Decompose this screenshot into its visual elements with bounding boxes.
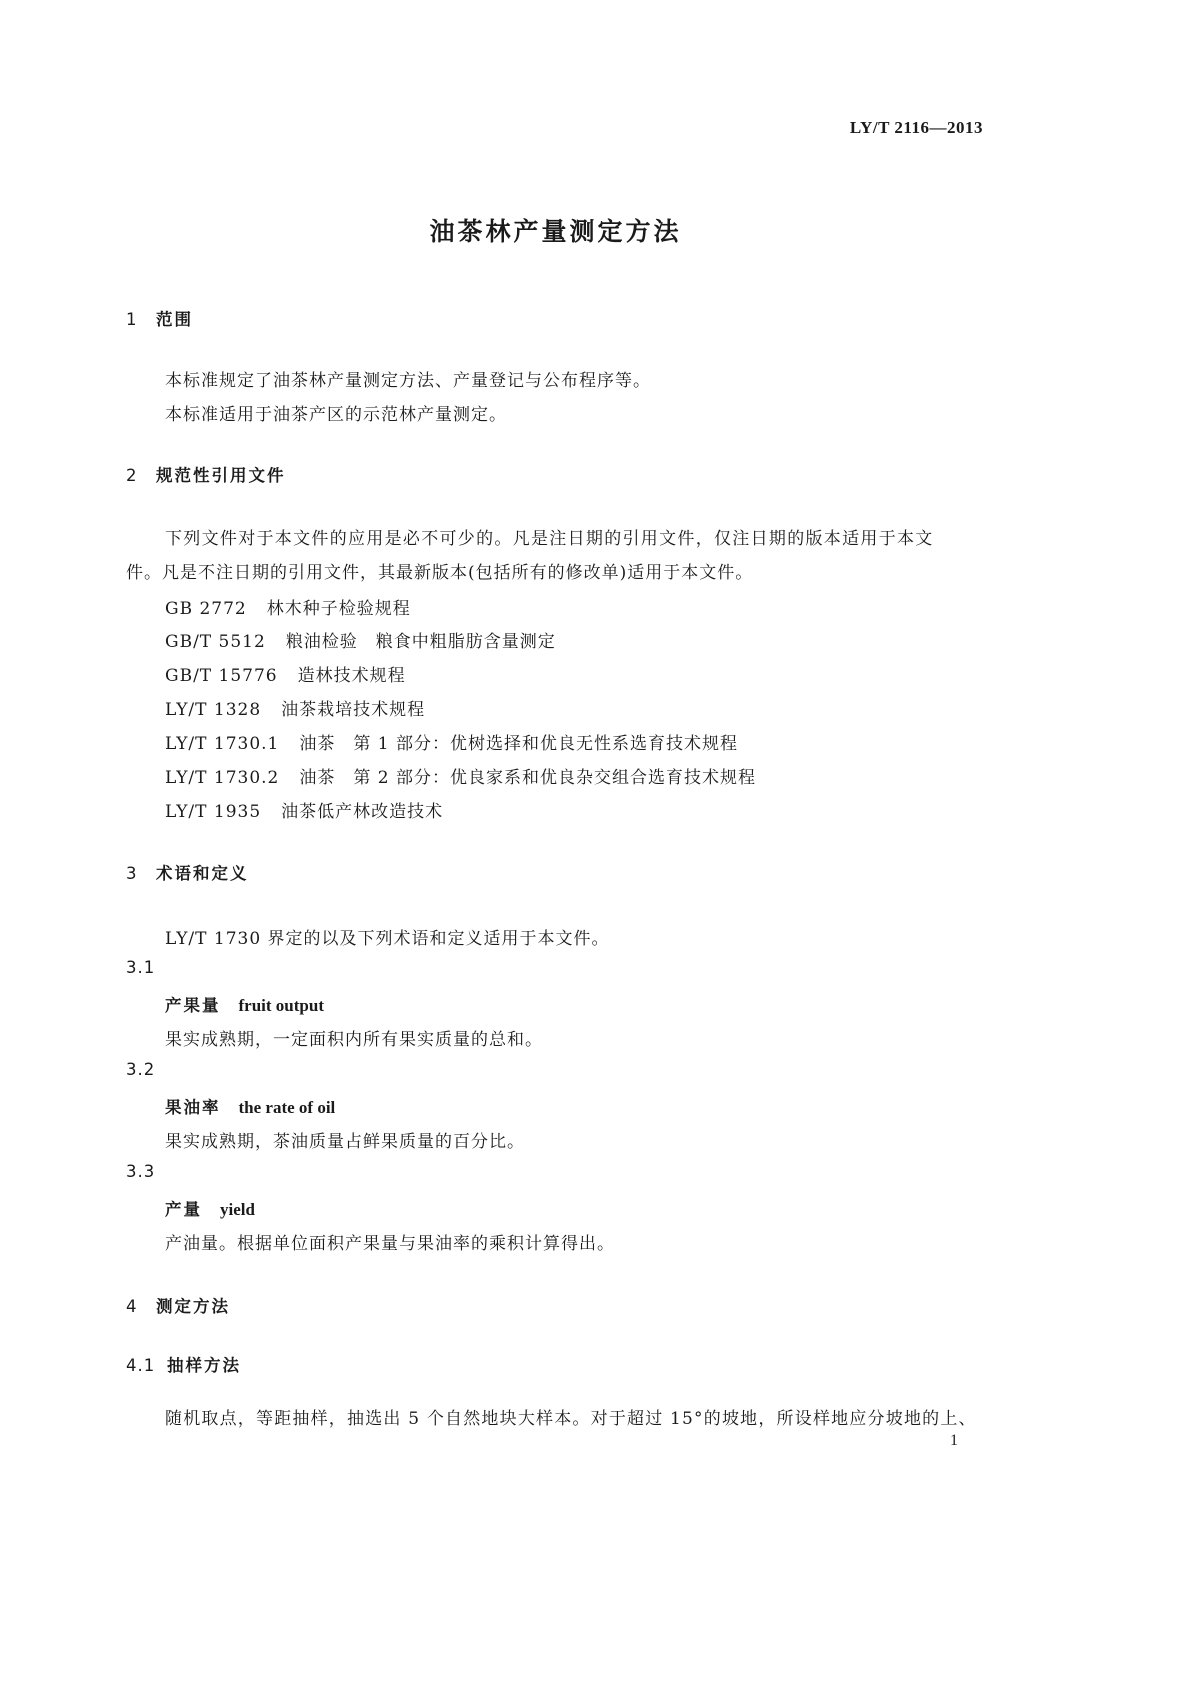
reference-title: 粮油检验 粮食中粗脂肪含量测定 xyxy=(285,632,556,652)
paragraph: 随机取点，等距抽样，抽选出 5 个自然地块大样本。对于超过 15°的坡地，所设样地应分坡地的上、 xyxy=(165,1409,977,1429)
subsection-4-1-heading xyxy=(126,1352,241,1376)
subsection-title: 抽样方法 xyxy=(167,1356,241,1375)
reference-item xyxy=(165,695,425,720)
section-number: 4 xyxy=(126,1297,139,1316)
section-number: 2 xyxy=(126,466,139,485)
reference-item xyxy=(165,627,556,652)
reference-code: GB 2772 xyxy=(165,599,247,619)
section-title: 范围 xyxy=(156,310,193,329)
paragraph: 本标准规定了油茶林产量测定方法、产量登记与公布程序等。 xyxy=(165,371,651,391)
reference-title: 油茶栽培技术规程 xyxy=(281,700,426,720)
reference-item xyxy=(165,661,406,686)
reference-code: GB/T 15776 xyxy=(165,666,278,686)
section-2-heading xyxy=(126,462,286,486)
reference-code: LY/T 1328 xyxy=(165,700,262,720)
reference-title: 油茶 第 2 部分：优良家系和优良杂交组合选育技术规程 xyxy=(299,768,757,788)
term-heading xyxy=(165,992,324,1016)
reference-code: LY/T 1935 xyxy=(165,802,262,822)
reference-item xyxy=(165,763,756,788)
term-definition: 果实成熟期，一定面积内所有果实质量的总和。 xyxy=(165,1030,543,1050)
reference-item xyxy=(165,797,443,822)
term-definition: 产油量。根据单位面积产果量与果油率的乘积计算得出。 xyxy=(165,1234,615,1254)
document-title: 油茶林产量测定方法 xyxy=(429,217,682,246)
section-title: 规范性引用文件 xyxy=(156,466,286,485)
reference-title: 油茶 第 1 部分：优树选择和优良无性系选育技术规程 xyxy=(299,734,739,754)
clause-number: 3.2 xyxy=(126,1060,156,1079)
section-number: 3 xyxy=(126,864,139,883)
section-3-heading xyxy=(126,860,249,884)
term-zh: 产果量 xyxy=(165,996,221,1015)
page-number: 1 xyxy=(950,1432,958,1449)
subsection-number: 4.1 xyxy=(126,1356,156,1375)
term-en: fruit output xyxy=(238,996,324,1015)
standard-number: LY/T 2116—2013 xyxy=(849,118,983,137)
paragraph: 件。凡是不注日期的引用文件，其最新版本(包括所有的修改单)适用于本文件。 xyxy=(126,563,754,583)
term-zh: 产量 xyxy=(165,1200,202,1219)
reference-code: GB/T 5512 xyxy=(165,632,266,652)
reference-title: 油茶低产林改造技术 xyxy=(281,802,444,822)
term-en: the rate of oil xyxy=(238,1098,336,1117)
reference-title: 造林技术规程 xyxy=(297,666,406,686)
term-definition: 果实成熟期，茶油质量占鲜果质量的百分比。 xyxy=(165,1132,525,1152)
section-4-heading xyxy=(126,1293,230,1317)
reference-code: LY/T 1730.2 xyxy=(165,768,280,788)
clause-number: 3.3 xyxy=(126,1162,156,1181)
section-title: 术语和定义 xyxy=(156,864,249,883)
paragraph: 下列文件对于本文件的应用是必不可少的。凡是注日期的引用文件，仅注日期的版本适用于本文 xyxy=(165,529,934,549)
term-zh: 果油率 xyxy=(165,1098,221,1117)
section-title: 测定方法 xyxy=(156,1297,230,1316)
paragraph: LY/T 1730 界定的以及下列术语和定义适用于本文件。 xyxy=(165,929,610,949)
reference-title: 林木种子检验规程 xyxy=(266,599,411,619)
reference-code: LY/T 1730.1 xyxy=(165,734,280,754)
paragraph: 本标准适用于油茶产区的示范林产量测定。 xyxy=(165,405,507,425)
section-1-heading xyxy=(126,306,193,330)
reference-item xyxy=(165,729,738,754)
section-number: 1 xyxy=(126,310,139,329)
term-heading xyxy=(165,1094,335,1118)
clause-number: 3.1 xyxy=(126,958,156,977)
term-en: yield xyxy=(220,1200,255,1219)
reference-item xyxy=(165,594,411,619)
term-heading xyxy=(165,1196,255,1220)
